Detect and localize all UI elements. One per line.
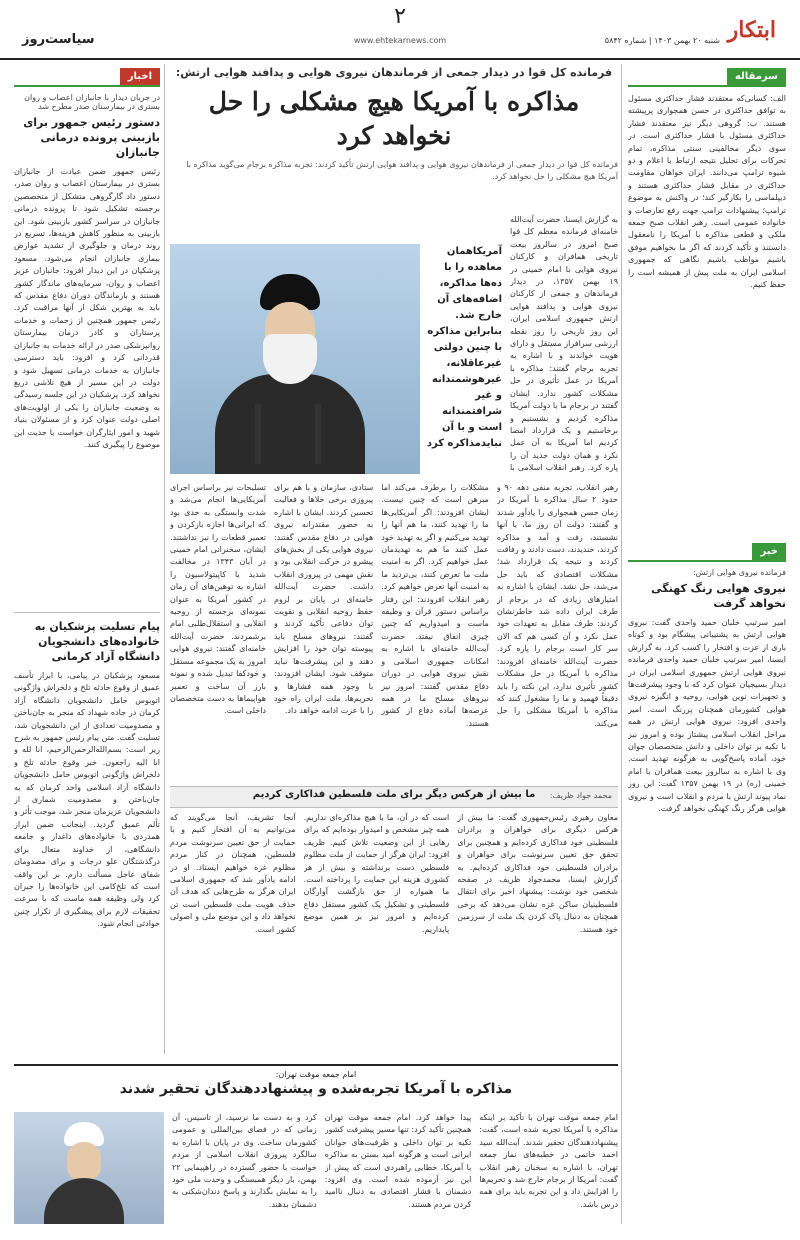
story-col: ستادی، سازمان و با هم برای پیروزی برخی خلاها و فعالیت تحسین کردند. ایشان با اشاره به حضور مقتدرانه نیروی هوایی در دفاع مقدس گفتند: نیروی هوایی یکی از بخش‌های پیشرو در حرکت انقلابی بود و نقش مهمی در پیروزی انقلاب داشت. حضرت آیت‌الله خامنه‌ای در پایان بر لزوم حفظ روحیه انقلابی و تقویت توان دفاعی تأکید کردند و گفتند: نیروهای مسلح باید پیوسته توان خود را افزایش دهند و این پیشرفت‌ها نباید متوقف شود. ایشان افزودند: با وجود همه فشارها و تحریم‌ها، ملت ایران راه خود را با عزت ادامه خواهد داد. bbox=[273, 483, 374, 716]
sub-story-body bbox=[170, 812, 618, 1048]
bottom-col: امام جمعه موقت تهران با تأکید بر اینکه مذاکره با آمریکا تجربه شده است، گفت: پیشنهاددهندگان تحقیر شدند. آیت‌الله سید احمد خاتمی در خطبه‌های نماز جمعه تهران، با اشاره به سخنان رهبر انقلاب گفت: آمریکا از برجام خارج شد و تحریم‌ها را افزایش داد و این تجربه باید برای همه درس باشد. bbox=[479, 1113, 618, 1209]
brief-text: رئیس جمهور ضمن عیادت از جانبازان بستری در بیمارستان اعصاب و روان صدر، دستور داد گارگروهی متشکل از متخصصین برجسته تشکیل شود تا پرونده درمانی جانبازان در سراسر کشور بازبینی شود. این بازبینی به منظور کاهش هزینه‌ها، تسریع در روند درمان و جلوگیری از تشدید عوارض بیماری جانبازان انجام می‌شود. مسعود پزشکیان در این دیدار افزود: جانبازان عزیز اعصاب و روان، سرمایه‌های ماندگار کشور هستند و بازماندگان دوران دفاع مقدس که باید به بهترین شکل از آنها مراقبت کرد. رئیس جمهور همچنین از زحمات و خدمات پرستاران و کادر درمان بیمارستان روانپزشکی صدر در ارائه خدمات به جانبازان قدردانی کرد و افزود: باید دسترسی جانبازان به خدمات درمانی تسهیل شود و دولت در این مسیر از هیچ تلاشی دریغ نخواهد کرد. پزشکیان در این جلسه رسیدگی به وضعیت جانبازان را یکی از اولویت‌های اصلی دولت عنوان کرد و از مسئولان بنیاد شهید و امور ایثارگران خواست با جدیت این موضوع را پیگیری کنند. bbox=[14, 167, 160, 449]
brief-kicker: در جریان دیدار با جانبازان اعصاب و روان بستری در بیمارستان صدر مطرح شد bbox=[24, 93, 160, 111]
main-story bbox=[170, 64, 618, 1054]
masthead bbox=[0, 0, 800, 60]
face-shape bbox=[67, 1142, 101, 1182]
column-divider bbox=[621, 64, 622, 1224]
microphone-icon bbox=[255, 404, 261, 464]
editorial-text: الف: کسانی‌که معتقدند فشار حداکثری مسئول به توافق حداکثری در حسن همجواری پرپیشته هستند. ب: گروهی دیگر نیز معتقدند فشار حداکثری مسئول با فشار حداکثری است. در سوی دیگر مخالفینی سنتی مذاکره، تمام تحرکات برای تحلیل نتیجه ارتباط با اعلام و دو شیوه ترامپ می‌دانند. ایران خواهان مقاومت حداکثری در مقابل فشار حداکثری هستند و دیپلماسی را بکارگیر کند؛ در واکنش به موضوع ترامپ؛ پیشنهادات ترامپ جهت رفع تعارضات و خانواده عمومی است. رهبر انقلاب صبح جمعه ملکی و قطعی مذاکره با آمریکا را نامعقول دانستند و تأکید کردند که اگر ما بخواهیم موفق باشیم مواظب باشیم نگاهی که جمهوری اسلامی ایران به ملت پیش از همیشه است را حفظ کنیم. bbox=[628, 94, 786, 290]
bottom-story bbox=[14, 1064, 618, 1228]
bottom-columns bbox=[172, 1112, 618, 1228]
divider bbox=[14, 612, 160, 613]
story-intro-text: به گزارش ایسنا، حضرت آیت‌الله خامنه‌ای فرمانده معظم کل قوا صبح امروز در سالروز بیعت تاریخی همافران و کارکنان نیروی هوایی با امام خمینی در ۱۹ بهمن ۱۳۵۷، در دیدار فرماندهان و جمعی از کارکنان نیروی هوایی و پدافند هوایی ارتش جمهوری اسلامی ایران، این روز تاریخی را روز نقطه ارزشی سرافراز مستقل و دارای هویت خواندند و با اشاره به تجربه برجام گفتند: مذاکره با آمریکا در عمل تأثیری در حل مشکلات کشور ندارد. ایشان گفتند در برجام ما با دولت آمریکا مذاکره کردیم و نشستیم و برخاستیم و یک قرارداد امضا کردیم اما آمریکا به آن عمل نکرد و همان دولت جدید آن را پاره کرد. رهبر انقلاب اسلامی با bbox=[510, 215, 618, 473]
story-continuation bbox=[170, 482, 618, 788]
issue-info: شنبه ۲۰ بهمن ۱۴۰۳ | شماره ۵۸۴۲ bbox=[604, 36, 720, 45]
cleric-photo[interactable] bbox=[14, 1112, 164, 1224]
bottom-headline[interactable]: مذاکره با آمریکا تجربه‌شده و پیشنهاددهندگان تحقیر شدند bbox=[119, 1081, 513, 1097]
bottom-col: پیدا خواهد کرد. امام جمعه موقت تهران همچنین تأکید کرد: تنها مسیر پیشرفت کشور تکیه بر توان داخلی و ظرفیت‌های جوانان ایرانی است و هرگونه امید بستن به مذاکره با آمریکا، خطایی راهبردی است که پیش از این نیز آزموده شده است. وی افزود: دشمنان با فشار اقتصادی به دنبال ناامید کردن مردم هستند. bbox=[324, 1113, 472, 1209]
column-divider bbox=[164, 64, 165, 1054]
leader-photo[interactable] bbox=[170, 244, 420, 474]
sub-story-col: آنجا تشریف، آنجا می‌گویند که می‌توانیم به آن افتخار کنیم و با حمایت از حق تعیین سرنوشت مردم فلسطین، همچنان در کنار مردم مظلوم غزه خواهیم ایستاد. او در ادامه یادآور شد که جمهوری اسلامی ایران هرگز به طرح‌هایی که هدف آن حذف هویت ملت فلسطین است تن نخواهد داد و این موضع ملی و اصولی کشور است. bbox=[170, 813, 296, 934]
section-title: سیاست‌روز bbox=[22, 32, 95, 47]
brief-headline[interactable]: دستور رئیس جمهور برای بازبینی پرونده درمانی جانبازان bbox=[23, 116, 160, 159]
news-tag: خبر bbox=[752, 543, 786, 560]
main-headline[interactable]: مذاکره با آمریکا هیچ مشکلی را حل نخواهد کرد bbox=[208, 87, 580, 150]
news-brief-tag: اخبار bbox=[120, 68, 160, 85]
speaker-figure bbox=[205, 274, 375, 474]
bottom-col: کرد و به دست ما نرسید، از تاسیس، آن زمانی که در فضای بین‌المللی و عمومی کشورمان ساخت. وی در پایان با اشاره به سالگرد پیروزی انقلاب اسلامی از مردم خواست با حضور گسترده در راهپیمایی ۲۲ بهمن، بار دیگر همبستگی و وحدت ملی خود را به نمایش بگذارند و پاسخ دندان‌شکنی به دشمنان بدهند. bbox=[171, 1113, 317, 1209]
sub-story-col: است که در آن، ما با هیچ مذاکره‌ای نداریم. همه چیز مشخص و امیدوار بوده‌ایم که برای رهایی از این وضعیت تلاش کنیم. ظریف افزود: ایران هرگز از حمایت از ملت مظلوم فلسطین دست برنداشته و بیش از هر کشوری هزینه این حمایت را پرداخته است. ما همواره از حق بازگشت آوارگان فلسطینی و تشکیل یک کشور مستقل دفاع کرده‌ایم و امروز نیز بر همین موضع پایداریم. bbox=[303, 813, 450, 934]
right-column bbox=[628, 64, 786, 1226]
story-col: تسلیحات نیز براساس اجرای آمریکایی‌ها انجام می‌شد و شدت وابستگی به حدی بود که ایرانی‌ها اجازه بازکردن و تعمیر قطعات را نیز نداشتند. ایشان، سخنرانی امام خمینی در آبان ۱۳۴۳ در مخالفت شدید با کاپیتولاسیون را اشاره به توهین‌های آن زمان در کشور آمریکا به عنوان نمونه‌ای برجسته از روحیه انقلابی و استقلال‌طلبی امام برشمردند. حضرت آیت‌الله خامنه‌ای گفتند: نیروی هوایی امروز به یک مجموعه مستقل و خودکفا تبدیل شده و نمونه بارز آن ساخت و تعمیر هواپیماها به دست متخصصان داخلی است. bbox=[169, 483, 266, 716]
news-kicker: فرمانده نیروی هوایی ارتش: bbox=[692, 568, 786, 577]
news-tag-bar bbox=[14, 64, 160, 87]
sub-story-band bbox=[170, 786, 618, 808]
condolence-headline[interactable]: پیام تسلیت پزشکیان به خانواده‌های دانشجویان دانشگاه آزاد کرمانی bbox=[34, 620, 160, 663]
pull-quote: آمریکاهمان معاهده را با ده‌ها مذاکره، اضافه‌های آن خارج شد. بنابراین مذاکره با چنین دولتی غیرعاقلانه، غیرهوشمندانه و غیر شرافتمندانه است و با آن نبایدمذاکره کرد bbox=[426, 246, 502, 449]
news-text: امیر سرتیپ خلبان حمید واحدی گفت: نیروی هوایی ارتش به پشتیبانی پیشگام بود و کوتاه باری از عزت و افتخار را کسب کرد. به گزارش ایسنا، امیر سرتیپ خلبان حمید واحدی فرمانده نیروی هوایی ارتش جمهوری اسلامی ایران در دیدار بسیجیان عنوان کرد که با وجود پیشرفت‌ها و تجهیزات نوین هوایی، روحیه و انگیزه نیروی هوایی کشورمان همچنان پررنگ است. امیر واحدی افزود: نیروی هوایی ارتش در همه مراحل انقلاب اسلامی پیشتاز بوده و امروز نیز با تکیه بر توان داخلی و دانش متخصصان جوان خود، آماده پاسخ‌گویی به هرگونه تهدید است. وی با اشاره به سالروز بیعت همافران با امام خمینی (ره) در ۱۹ بهمن ۱۳۵۷ گفت: این روز نماد پیوند ارتش با مردم و انقلاب است و نیروی هوایی هرگز رنگ کهنگی نخواهد گرفت. bbox=[628, 618, 786, 814]
website-url[interactable]: www.ehtekarnews.com bbox=[353, 36, 447, 45]
robe-shape bbox=[215, 374, 365, 474]
story-col: مشکلات را برطرف می‌کند اما مبرهن است که چنین نیست. ایشان افزودند: اگر آمریکایی‌ها ما را تهدید کنند، ما هم آنها را تهدید می‌کنیم و اگر به تهدید خود عمل کنند ما هم به تهدیدمان عمل خواهیم کرد. اگر به امنیت ملت ما تعرض کنند، بی‌تردید ما به امنیت آنها تعرض خواهیم کرد. رهبر انقلاب افزودند: این رفتار براساس دستور قرآن و وظیفه ماست و امیدواریم که چنین چیزی اتفاق نیفتد. حضرت آیت‌الله خامنه‌ای با اشاره به امکانات جمهوری اسلامی و نقش نیروی هوایی در دوران دفاع مقدس گفتند: امروز نیز نیروهای مسلح ما در همه عرصه‌ها آماده دفاع از کشور هستند. bbox=[381, 483, 489, 728]
main-overline: فرمانده کل قوا در دیدار جمعی از فرماندهان نیروی هوایی و پدافند هوایی ارتش: bbox=[175, 66, 613, 79]
main-lead: فرمانده کل قوا در دیدار جمعی از فرماندهان نیروی هوایی و پدافند هوایی ارتش تأکید کردند: تجربه مذاکره برجام می‌گوید مذاکره با آمریکا هیچ مشکلی را حل نخواهد کرد. bbox=[186, 160, 618, 181]
sub-story-headline[interactable]: ما بیش از هرکس دیگر برای ملت فلسطین فداکاری کردیم bbox=[252, 789, 536, 800]
robe-shape bbox=[44, 1178, 124, 1224]
sub-story-author: محمد جواد ظریف: bbox=[549, 791, 612, 800]
editorial-tag: سرمقاله bbox=[727, 68, 786, 85]
story-col: رهبر انقلاب، تجربه منفی دهه ۹۰ و حدود ۲ سال مذاکره با آمریکا در زمان حسن همجواری را یادآور شدند و گفتند: دولت آن روز ما، با آنها نشستند، رفت و آمد و مذاکره کردند، خندیدند، دست دادند و رفاقت کردند و نتیجه یک قرارداد شد؛ مشکلات اقتصادی که باید حل می‌شد، حل نشد. ایشان با اشاره به امتیازهای زیادی که در برجام از طرف ایران داده شد خاطرنشان کردند: طرف مقابل به تعهدات خود عمل نکرد و آن کسی هم که الان سر کار است برجام را پاره کرد. حضرت آیت‌الله خامنه‌ای افزودند: مذاکره با آمریکا در حل مشکلات کشور تأثیری ندارد، این نکته را باید دقیقاً فهمید و ما را مشغول کنند که مذاکره با آمریکا مشکلی را حل می‌کند. bbox=[496, 483, 618, 728]
sub-story-col: معاون رهبری رئیس‌جمهوری گفت: ما بیش از هرکس دیگری برای خواهران و برادران فلسطینی خود فداکاری کرده‌ایم و همچنین برای تحقق حق تعیین سرنوشت برای خواهران و برادران فلسطینی خود فداکاری کرده‌ایم. به گزارش ایسنا، محمدجواد ظریف در صفحه شخصی خود نوشت: پیشنهاد اخیر برای انتقال فلسطینیان ساکن غزه نشان می‌دهد که برخی همچنان به دنبال پاک کردن یک ملت از سرزمین خود هستند. bbox=[457, 813, 618, 934]
microphone-icon bbox=[315, 404, 321, 464]
story-intro bbox=[510, 214, 618, 480]
condolence-text: مسعود پزشکیان در پیامی، با ابراز تأسف عمیق از وقوع حادثه تلخ و دلخراش واژگونی اتوبوس حامل دانشجویان دانشگاه آزاد کرمان در جاده شهداد که منجر به جان‌باختن و مصدومیت تعدادی از این دانشجویان شد، تسلیت گفت. متن پیام رئیس جمهور به شرح زیر است: بسم‌الله‌الرحمن‌الرحیم، انا لله و انا الیه راجعون. خبر وقوع حادثه تلخ و دلخراش واژگونی اتوبوس حامل دانشجویان دانشگاه آزاد اسلامی واحد کرمان که به جان‌باختن و مصدومیت شماری از دانشجویان عزیزمان منجر شد، موجب تأثر و تألم عمیق گردید. اینجانب ضمن ابراز همدردی با خانواده‌های داغدار و جامعه دانشگاهی، از خداوند متعال برای درگذشتگان علو درجات و برای مصدومان شفای عاجل مسألت دارم. بر این واقف است که تلخ‌کامی این خانواده‌ها را جبران کرد ولی وظیفه همه ماست که با سرعت تحقیقات لازم برای پیشگیری از تکرار چنین حوادثی انجام شود. bbox=[14, 671, 160, 929]
bottom-kicker: امام جمعه موقت تهران: bbox=[275, 1070, 357, 1079]
news-headline[interactable]: نیروی هوایی رنگ کهنگی نخواهد گرفت bbox=[651, 582, 786, 610]
left-column bbox=[14, 64, 160, 1054]
editorial-tag-bar bbox=[628, 64, 786, 87]
newspaper-logo[interactable]: ابتکار bbox=[727, 17, 776, 43]
page-number: ۲ bbox=[394, 4, 406, 29]
news-tag-bar bbox=[628, 539, 786, 562]
